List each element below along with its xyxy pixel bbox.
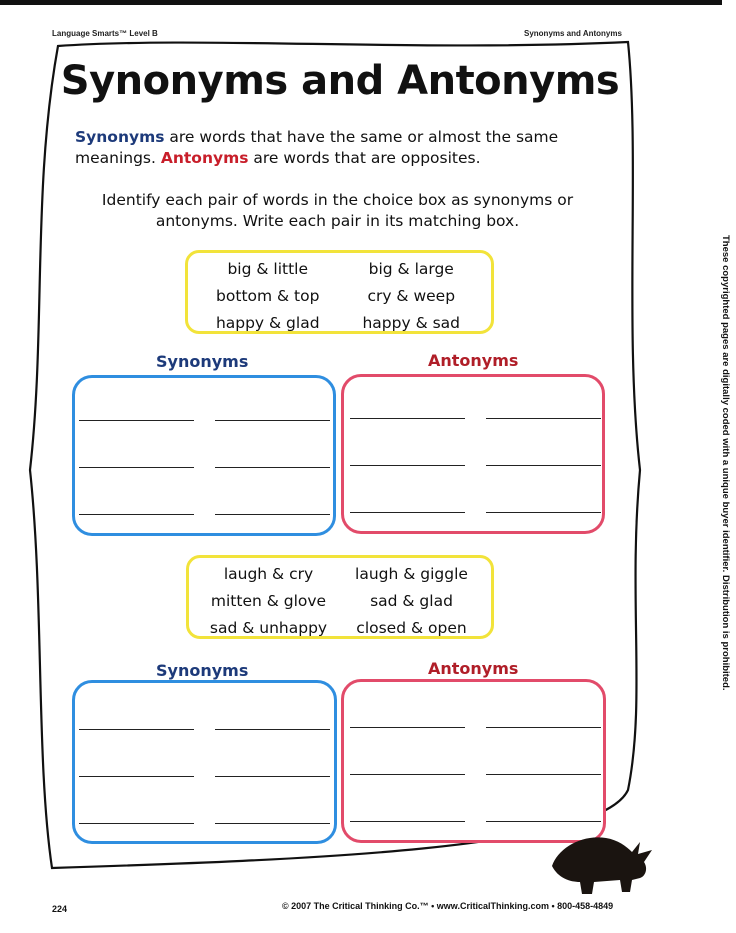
answer-line[interactable] — [486, 465, 601, 466]
answer-line[interactable] — [79, 514, 194, 515]
antonyms-keyword: Antonyms — [160, 149, 249, 167]
synonyms-keyword: Synonyms — [75, 128, 165, 146]
answer-line[interactable] — [79, 823, 194, 824]
header-topic-label: Synonyms and Antonyms — [524, 29, 622, 38]
answer-line[interactable] — [215, 420, 330, 421]
answer-line[interactable] — [486, 512, 601, 513]
word-pair: happy & sad — [362, 313, 461, 332]
answer-line[interactable] — [79, 729, 194, 730]
word-pair: closed & open — [356, 618, 467, 637]
antonyms-answer-box-1 — [341, 374, 605, 534]
synonyms-answer-box-2 — [72, 680, 337, 844]
copyright-footer: © 2007 The Critical Thinking Co.™ • www.CriticalThinking.com • 800-458-4849 — [282, 901, 614, 911]
word-pair: bottom & top — [216, 286, 320, 305]
antonyms-label-2: Antonyms — [428, 659, 519, 678]
synonyms-answer-box-1 — [72, 375, 336, 536]
answer-line[interactable] — [350, 727, 465, 728]
answer-line[interactable] — [350, 418, 465, 419]
word-pair: laugh & giggle — [355, 564, 468, 583]
answer-line[interactable] — [486, 821, 601, 822]
answer-line[interactable] — [215, 729, 330, 730]
triceratops-icon — [548, 826, 656, 896]
antonyms-answer-box-2 — [341, 679, 606, 843]
answer-line[interactable] — [79, 776, 194, 777]
answer-line[interactable] — [486, 727, 601, 728]
intro-paragraph — [75, 127, 615, 169]
answer-line[interactable] — [215, 823, 330, 824]
instructions: Identify each pair of words in the choice box as synonyms or antonyms. Write each pair in its matching box. — [101, 191, 574, 230]
word-pair: cry & weep — [367, 286, 456, 305]
word-pair: big & little — [227, 259, 309, 278]
word-pair: laugh & cry — [223, 564, 314, 583]
word-pair: big & large — [368, 259, 454, 278]
word-pair: mitten & glove — [210, 591, 327, 610]
choice-box-1 — [185, 250, 494, 334]
answer-line[interactable] — [350, 512, 465, 513]
answer-line[interactable] — [350, 774, 465, 775]
answer-line[interactable] — [215, 514, 330, 515]
answer-line[interactable] — [486, 418, 601, 419]
synonyms-definition: are words that have the same or almost the same meanings. — [75, 128, 559, 167]
antonyms-label-1: Antonyms — [428, 351, 519, 370]
antonyms-definition: are words that are opposites. — [248, 149, 481, 167]
answer-line[interactable] — [350, 821, 465, 822]
header-series-label: Language Smarts™ Level B — [52, 29, 158, 38]
answer-line[interactable] — [486, 774, 601, 775]
answer-line[interactable] — [215, 467, 330, 468]
answer-line[interactable] — [79, 467, 194, 468]
word-pair: happy & glad — [215, 313, 320, 332]
synonyms-label-1: Synonyms — [156, 352, 249, 371]
distribution-notice: These copyrighted pages are digitally coded with a unique buyer identifier. Distribution is prohibited. — [720, 235, 731, 691]
choice-box-2 — [186, 555, 494, 639]
answer-line[interactable] — [215, 776, 330, 777]
page-number: 224 — [52, 904, 68, 914]
word-pair: sad & glad — [370, 591, 453, 610]
answer-line[interactable] — [350, 465, 465, 466]
answer-line[interactable] — [79, 420, 194, 421]
word-pair: sad & unhappy — [209, 618, 328, 637]
page-title: Synonyms and Antonyms — [60, 58, 620, 104]
synonyms-label-2: Synonyms — [156, 661, 249, 680]
